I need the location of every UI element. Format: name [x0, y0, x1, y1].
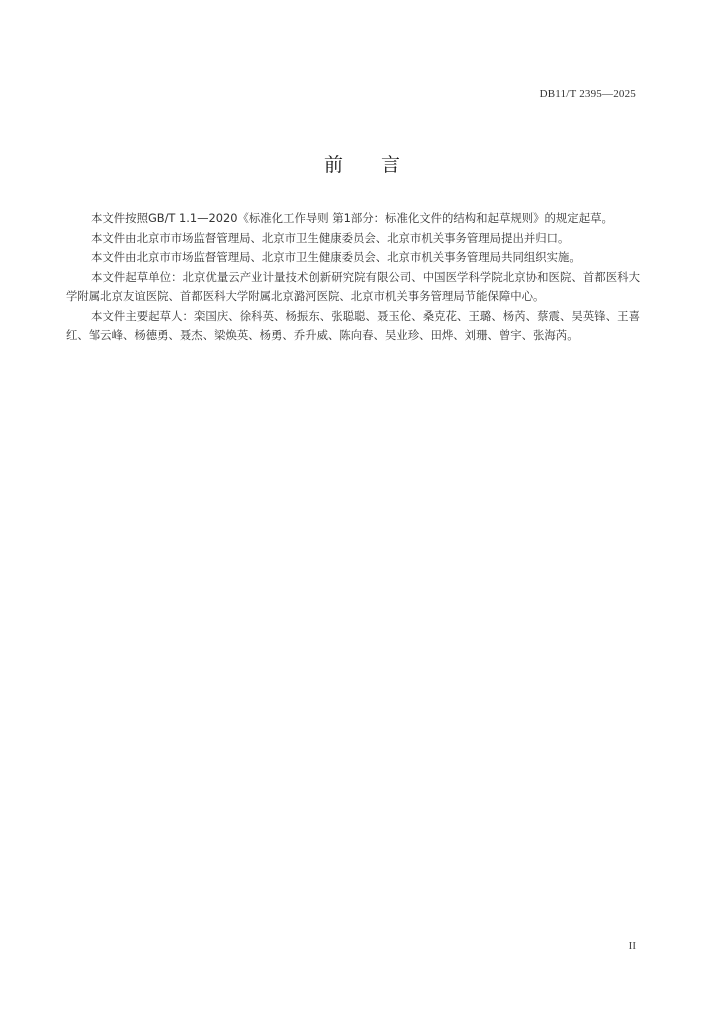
paragraph-implementer: 本文件由北京市市场监督管理局、北京市卫生健康委员会、北京市机关事务管理局共同组织实施。 [91, 250, 581, 264]
paragraph-drafters: 本文件主要起草人：栾国庆、徐科英、杨振东、张聪聪、聂玉伦、桑克花、王璐、杨芮、蔡震、吴英锋、王喜红、邹云峰、杨德勇、聂杰、梁焕英、杨勇、乔升威、陈向春、吴业珍、田烨、刘珊、曾宇、张海芮。 [66, 308, 640, 342]
paragraph-proposer: 本文件由北京市市场监督管理局、北京市卫生健康委员会、北京市机关事务管理局提出并归口。 [91, 230, 570, 245]
page-title: 前言 [323, 154, 438, 176]
document-code: DB11/T 2395—2025 [539, 88, 636, 100]
paragraph-drafting-rules: 本文件按照GB/T 1.1—2020《标准化工作导则 第1部分：标准化文件的结构和起草规则》的规定起草。 [91, 211, 613, 225]
preface-body [66, 209, 640, 346]
paragraph-drafting-units: 本文件起草单位：北京优量云产业计量技术创新研究院有限公司、中国医学科学院北京协和医院、首都医科大学附属北京友谊医院、首都医科大学附属北京潞河医院、北京市机关事务管理局节能保障中心。 [66, 269, 640, 303]
page-number: II [628, 940, 636, 952]
